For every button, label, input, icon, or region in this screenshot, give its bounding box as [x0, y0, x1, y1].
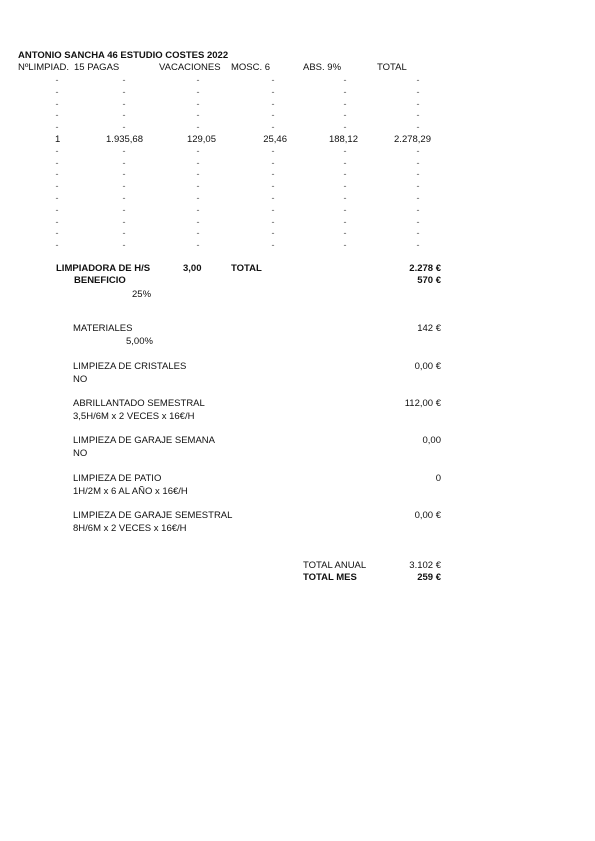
- table-row: [0, 205, 595, 216]
- table-cell: -: [416, 204, 420, 215]
- table-cell: -: [271, 98, 275, 109]
- table-cell: -: [343, 216, 347, 227]
- table-cell: -: [122, 193, 126, 203]
- table-cell: -: [55, 157, 59, 168]
- limpiadora-hours: 3,00: [183, 263, 202, 274]
- item-cristales-value: 0,00 €: [414, 361, 441, 372]
- table-cell: -: [55, 169, 59, 180]
- col-header-mosc: MOSC. 6: [231, 62, 271, 73]
- table-cell: -: [122, 228, 126, 239]
- table-cell: -: [55, 240, 59, 251]
- table-row: [0, 146, 595, 157]
- table-cell: -: [416, 110, 420, 121]
- table-cell: -: [55, 122, 59, 133]
- table-cell: -: [343, 181, 347, 192]
- limpiadora-label: LIMPIADORA DE H/S: [56, 263, 151, 274]
- table-cell: 129,05: [186, 134, 216, 145]
- table-cell: -: [416, 181, 420, 192]
- table-cell: -: [55, 110, 59, 121]
- table-row: [0, 240, 595, 251]
- table-cell: -: [416, 122, 420, 133]
- table-cell: -: [122, 110, 126, 121]
- table-cell: -: [343, 75, 347, 85]
- table-cell: 2.278,29: [394, 134, 431, 145]
- col-header-nlimpiad: NºLIMPIAD.: [18, 62, 69, 73]
- table-cell: -: [55, 75, 59, 85]
- col-header-total: TOTAL: [377, 62, 407, 73]
- table-cell: -: [196, 145, 200, 156]
- total-anual-value: 3.102 €: [409, 560, 441, 571]
- table-cell: -: [122, 145, 126, 156]
- table-cell: -: [271, 86, 275, 97]
- table-row: [0, 217, 595, 228]
- table-cell: -: [271, 204, 275, 215]
- total-mes-label: TOTAL MES: [303, 572, 357, 583]
- table-cell: -: [196, 181, 200, 192]
- table-cell: -: [343, 122, 347, 133]
- summary-total-label: TOTAL: [231, 263, 262, 274]
- table-cell: -: [416, 98, 420, 109]
- table-cell: -: [271, 157, 275, 168]
- col-header-vacaciones: VACACIONES: [159, 62, 221, 73]
- item-garaje-semestral-sub: 8H/6M x 2 VECES x 16€/H: [73, 523, 187, 534]
- item-cristales-label: LIMPIEZA DE CRISTALES: [73, 361, 187, 372]
- table-cell: -: [122, 157, 126, 168]
- table-cell: -: [196, 110, 200, 121]
- item-abrillantado-sub: 3,5H/6M x 2 VECES x 16€/H: [73, 411, 195, 422]
- table-cell: -: [343, 110, 347, 121]
- col-header-abs: ABS. 9%: [303, 62, 342, 73]
- table-cell: -: [122, 169, 126, 180]
- table-cell: -: [271, 75, 275, 85]
- table-cell: -: [343, 228, 347, 239]
- item-garaje-semestral-label: LIMPIEZA DE GARAJE SEMESTRAL: [73, 510, 233, 521]
- table-cell: -: [271, 216, 275, 227]
- table-cell: -: [196, 169, 200, 180]
- table-cell: -: [271, 169, 275, 180]
- item-garaje-semana-sub: NO: [73, 448, 88, 459]
- beneficio-label: BENEFICIO: [74, 275, 126, 286]
- table-cell: -: [55, 193, 59, 203]
- table-row: [0, 228, 595, 239]
- beneficio-percent: 25%: [132, 289, 152, 300]
- item-materiales-value: 142 €: [417, 323, 441, 334]
- table-cell: -: [55, 86, 59, 97]
- table-cell: -: [55, 216, 59, 227]
- table-cell: -: [271, 228, 275, 239]
- table-row: [0, 122, 595, 133]
- table-cell: -: [343, 98, 347, 109]
- table-cell: -: [196, 122, 200, 133]
- item-garaje-semestral-value: 0,00 €: [414, 510, 441, 521]
- table-cell: 1.935,68: [106, 134, 143, 145]
- table-cell: -: [196, 86, 200, 97]
- table-row: [0, 110, 595, 121]
- table-cell: -: [343, 240, 347, 251]
- item-materiales-label: MATERIALES: [73, 323, 133, 334]
- item-patio-sub: 1H/2M x 6 AL AÑO x 16€/H: [73, 486, 188, 497]
- table-row: [0, 134, 595, 145]
- table-cell: -: [343, 157, 347, 168]
- table-cell: -: [196, 204, 200, 215]
- table-cell: -: [271, 240, 275, 251]
- table-cell: -: [55, 145, 59, 156]
- table-cell: 1: [55, 134, 61, 145]
- table-cell: -: [271, 181, 275, 192]
- beneficio-value: 570 €: [417, 275, 441, 286]
- table-cell: 25,46: [263, 134, 287, 145]
- table-cell: -: [416, 75, 420, 85]
- table-cell: -: [122, 75, 126, 85]
- item-abrillantado-value: 112,00 €: [404, 398, 441, 409]
- table-cell: -: [416, 169, 420, 180]
- table-cell: 188,12: [328, 134, 358, 145]
- table-cell: -: [271, 193, 275, 203]
- table-cell: -: [416, 145, 420, 156]
- item-cristales-sub: NO: [73, 374, 88, 385]
- table-cell: -: [196, 157, 200, 168]
- table-row: [0, 75, 595, 86]
- table-cell: -: [343, 169, 347, 180]
- table-row: [0, 87, 595, 98]
- table-cell: -: [416, 86, 420, 97]
- table-cell: -: [416, 216, 420, 227]
- table-cell: -: [55, 228, 59, 239]
- table-cell: -: [271, 110, 275, 121]
- total-mes-value: 259 €: [417, 572, 441, 583]
- item-garaje-semana-value: 0,00: [422, 435, 441, 446]
- table-cell: -: [196, 193, 200, 203]
- item-patio-label: LIMPIEZA DE PATIO: [73, 473, 162, 484]
- table-cell: -: [55, 204, 59, 215]
- table-cell: -: [122, 98, 126, 109]
- table-cell: -: [196, 240, 200, 251]
- table-cell: -: [416, 157, 420, 168]
- table-row: [0, 193, 595, 204]
- table-cell: -: [122, 86, 126, 97]
- table-cell: -: [416, 228, 420, 239]
- table-cell: -: [122, 216, 126, 227]
- table-cell: -: [196, 216, 200, 227]
- table-cell: -: [122, 122, 126, 133]
- table-cell: -: [122, 240, 126, 251]
- table-cell: -: [343, 145, 347, 156]
- total-anual-label: TOTAL ANUAL: [303, 560, 367, 571]
- table-row: [0, 158, 595, 169]
- col-header-15-pagas: 15 PAGAS: [74, 62, 120, 73]
- table-cell: -: [196, 98, 200, 109]
- table-cell: -: [196, 75, 200, 85]
- table-cell: -: [343, 204, 347, 215]
- table-cell: -: [122, 204, 126, 215]
- table-row: [0, 99, 595, 110]
- table-cell: -: [196, 228, 200, 239]
- table-cell: -: [122, 181, 126, 192]
- document-title: ANTONIO SANCHA 46 ESTUDIO COSTES 2022: [18, 50, 229, 61]
- table-cell: -: [343, 86, 347, 97]
- table-cell: -: [271, 122, 275, 133]
- table-row: [0, 169, 595, 180]
- item-patio-value: 0: [435, 473, 441, 484]
- table-cell: -: [271, 145, 275, 156]
- table-cell: -: [55, 181, 59, 192]
- table-row: [0, 181, 595, 192]
- item-materiales-sub: 5,00%: [126, 336, 153, 347]
- item-garaje-semana-label: LIMPIEZA DE GARAJE SEMANA: [73, 435, 216, 446]
- table-cell: -: [343, 193, 347, 203]
- table-cell: -: [55, 98, 59, 109]
- summary-total-value: 2.278 €: [409, 263, 441, 274]
- table-cell: -: [416, 240, 420, 251]
- item-abrillantado-label: ABRILLANTADO SEMESTRAL: [73, 398, 205, 409]
- table-cell: -: [416, 193, 420, 203]
